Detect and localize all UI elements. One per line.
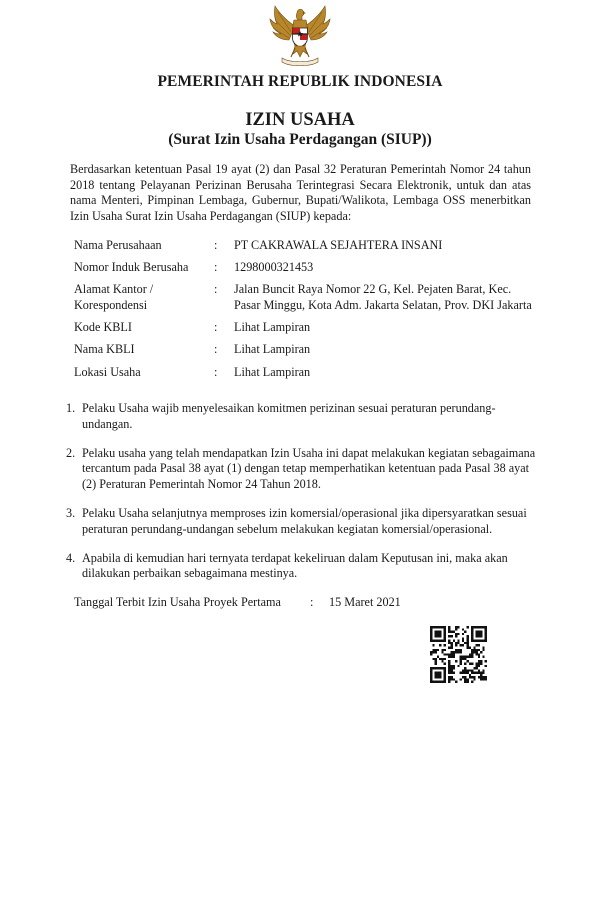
provision-text: Pelaku Usaha wajib menyelesaikan komitmen perizinan sesuai peraturan perundang-undangan.	[82, 401, 496, 431]
field-value: Jalan Buncit Raya Nomor 22 G, Kel. Pejaten Barat, Kec. Pasar Minggu, Kota Adm. Jakarta Selatan, Prov. DKI Jakarta	[234, 282, 532, 312]
intro-paragraph: Berdasarkan ketentuan Pasal 19 ayat (2) dan Pasal 32 Peraturan Pemerintah Nomor 24 tahun 2018 tentang Pelayanan Perizinan Berusaha Terintegrasi Secara Elektronik, untuk dan atas nama Menteri, Pimpinan Lembaga, Gubernur, Bupati/Walikota, Lembaga OSS menerbitkan Izin Usaha Surat Izin Usaha Perdagangan (SIUP) kepada:	[70, 162, 531, 223]
qr-code-icon	[430, 626, 487, 683]
government-heading: PEMERINTAH REPUBLIK INDONESIA	[157, 73, 443, 90]
provisions-list	[66, 401, 536, 595]
provision-item	[66, 401, 536, 432]
field-value: Lihat Lampiran	[234, 320, 311, 335]
provision-item	[66, 446, 536, 493]
issue-date-row	[74, 595, 401, 611]
issue-date-colon: :	[310, 595, 314, 609]
provision-item	[66, 551, 536, 582]
garuda-emblem-icon	[264, 4, 336, 68]
field-row-kbli-code	[74, 320, 544, 336]
provision-number: 1.	[66, 401, 76, 415]
field-colon: :	[214, 260, 218, 275]
field-label: Nama KBLI	[74, 342, 135, 357]
provision-number: 2.	[66, 445, 76, 460]
provision-item	[66, 506, 536, 537]
field-value: 1298000321453	[234, 260, 314, 275]
field-colon: :	[214, 238, 218, 252]
field-value: PT CAKRAWALA SEJAHTERA INSANI	[234, 238, 443, 252]
field-colon: :	[214, 342, 218, 357]
issue-date-label: Tanggal Terbit Izin Usaha Proyek Pertama	[74, 595, 281, 609]
field-label: Nomor Induk Berusaha	[74, 260, 189, 275]
company-details	[74, 238, 544, 387]
field-label: Alamat Kantor / Korespondensi	[74, 282, 154, 312]
field-colon: :	[214, 320, 218, 335]
field-row-nib	[74, 260, 544, 276]
field-row-business-location	[74, 365, 544, 381]
field-colon: :	[214, 282, 218, 297]
issue-date-value: 15 Maret 2021	[329, 595, 401, 609]
provision-text: Pelaku Usaha selanjutnya memproses izin komersial/operasional jika dipersyaratkan sesuai peraturan perundang-undangan sebelum melakukan kegiatan komersial/operasional.	[82, 505, 527, 536]
field-label: Nama Perusahaan	[74, 238, 162, 252]
field-colon: :	[214, 364, 218, 379]
provision-text: Pelaku usaha yang telah mendapatkan Izin Usaha ini dapat melakukan kegiatan sebagaimana tercantum pada Pasal 38 ayat (1) dengan tetap memperhatikan ketentuan pada Pasal 38 ayat (2) Peraturan Pemerintah Nomor 24 Tahun 2018.	[82, 445, 536, 491]
document-title: IZIN USAHA	[245, 110, 355, 130]
document-subtitle: (Surat Izin Usaha Perdagangan (SIUP))	[168, 131, 432, 148]
provision-text: Apabila di kemudian hari ternyata terdapat kekeliruan dalam Keputusan ini, maka akan dilakukan perbaikan sebagaimana mestinya.	[82, 550, 508, 581]
provision-number: 4.	[66, 550, 76, 565]
field-row-kbli-name	[74, 342, 544, 358]
field-label: Kode KBLI	[74, 320, 132, 335]
field-label: Lokasi Usaha	[74, 364, 141, 379]
provision-number: 3.	[66, 505, 76, 520]
field-row-address	[74, 282, 544, 313]
field-value: Lihat Lampiran	[234, 364, 311, 379]
field-row-company-name	[74, 238, 544, 254]
field-value: Lihat Lampiran	[234, 342, 311, 357]
